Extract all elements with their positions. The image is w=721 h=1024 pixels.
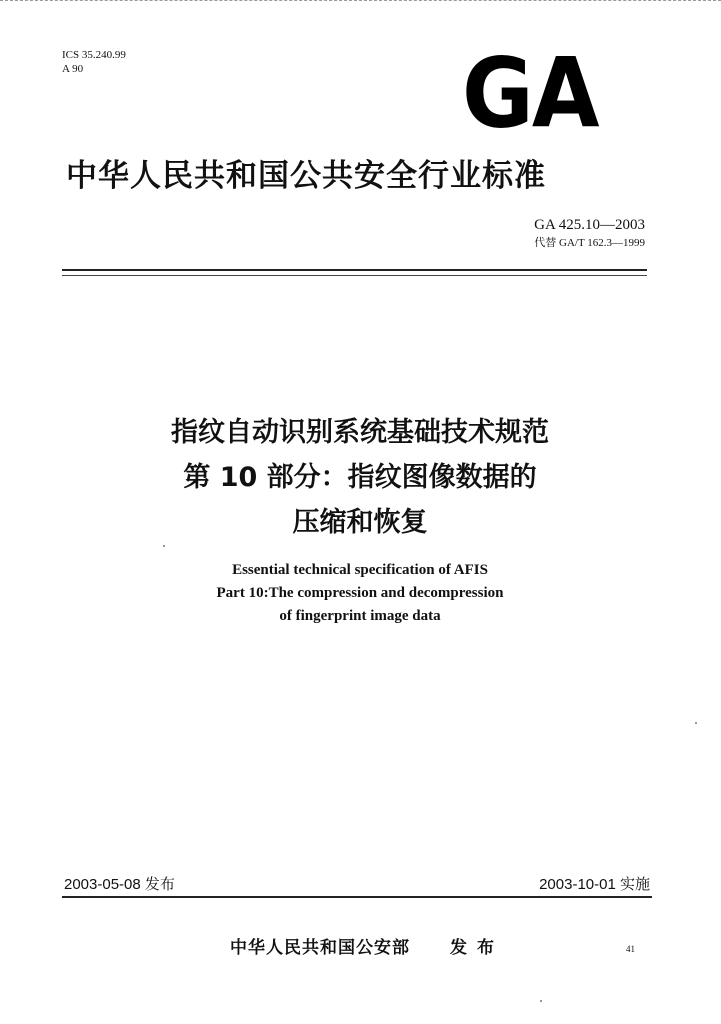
- publisher: 中华人民共和国公安部: [230, 938, 410, 958]
- header-divider-thin: [62, 275, 647, 276]
- scan-edge: [0, 0, 721, 7]
- scan-speck: [695, 722, 697, 724]
- standard-category-title: 中华人民共和国公共安全行业标准: [66, 158, 546, 194]
- title-en-line-2: Part 10:The compression and decompression: [216, 585, 504, 601]
- title-cn-line-2: 第 10 部分：指纹图像数据的: [183, 462, 537, 493]
- implement-date: 2003-10-01 实施: [539, 876, 650, 893]
- issue-date: 2003-05-08 发布: [64, 876, 175, 893]
- scan-speck: [163, 545, 165, 547]
- publish-label: 发布: [450, 938, 504, 958]
- standard-number: GA 425.10—2003: [534, 217, 645, 233]
- title-cn-line-1: 指纹自动识别系统基础技术规范: [171, 417, 549, 448]
- page-number: 41: [626, 944, 635, 954]
- ga-logo: GA: [462, 37, 598, 150]
- footer-divider: [62, 896, 652, 898]
- replaces-standard: 代替 GA/T 162.3—1999: [534, 237, 645, 249]
- class-code: A 90: [62, 63, 84, 75]
- title-cn-line-3: 压缩和恢复: [292, 507, 428, 538]
- ics-code: ICS 35.240.99: [62, 49, 126, 61]
- title-en-line-1: Essential technical specification of AFIS: [232, 562, 488, 578]
- classification-codes: [62, 48, 126, 76]
- header-divider: [62, 269, 647, 271]
- title-en-line-3: of fingerprint image data: [279, 608, 441, 624]
- scan-speck: [540, 1000, 542, 1002]
